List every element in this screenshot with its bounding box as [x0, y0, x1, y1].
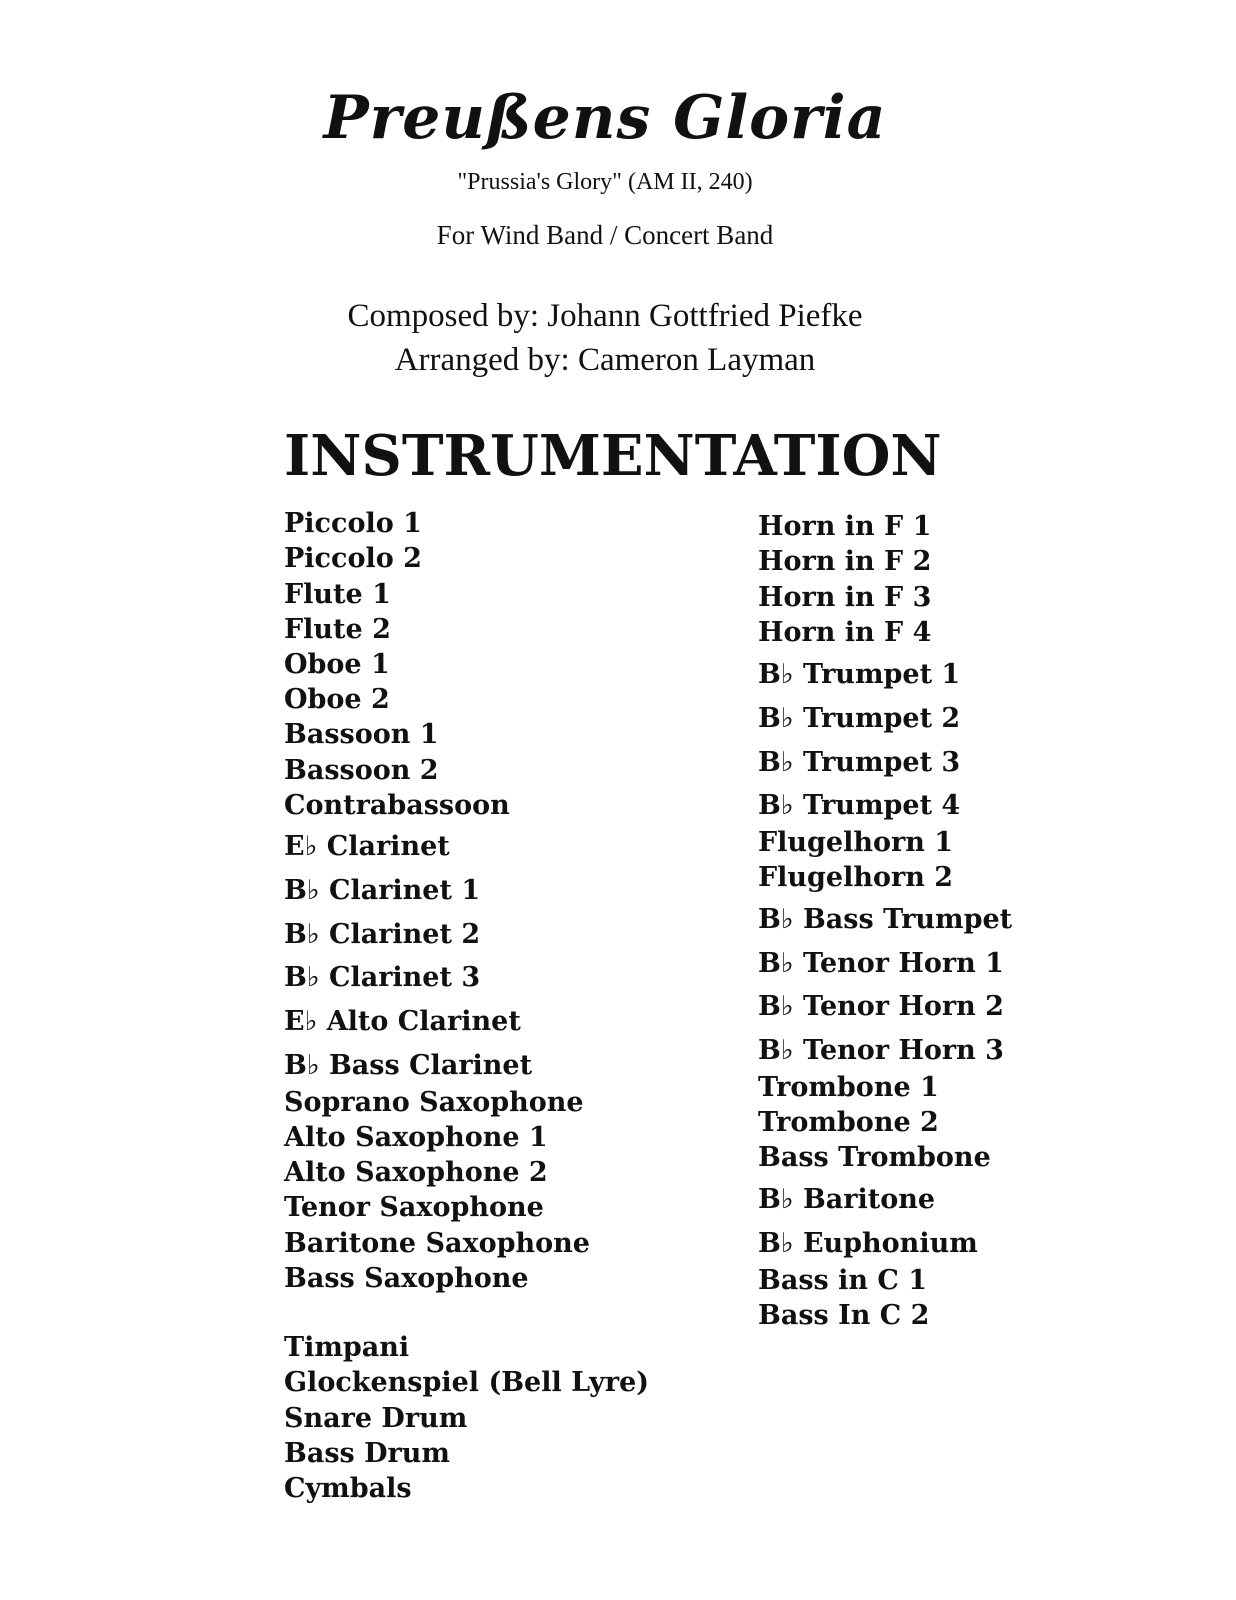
instrument-item: E♭ Clarinet — [284, 831, 450, 862]
instrument-item: Horn in F 4 — [758, 617, 932, 648]
instrument-item: Glockenspiel (Bell Lyre) — [284, 1367, 650, 1398]
instrument-item: Timpani — [284, 1332, 410, 1363]
piece-title: Preußens Gloria — [323, 83, 887, 153]
instrument-item: Horn in F 2 — [758, 546, 932, 577]
instrument-item: Bass Trombone — [758, 1142, 991, 1173]
instrument-item: B♭ Bass Clarinet — [284, 1050, 533, 1081]
instrument-item: B♭ Tenor Horn 1 — [758, 948, 1004, 979]
arranger-credit: Arranged by: Cameron Layman — [394, 342, 816, 378]
instrument-item: B♭ Tenor Horn 3 — [758, 1035, 1004, 1066]
instrument-item: B♭ Trumpet 4 — [758, 790, 961, 821]
instrument-item: B♭ Tenor Horn 2 — [758, 991, 1004, 1022]
instrument-item: B♭ Clarinet 2 — [284, 919, 481, 950]
instrument-item: B♭ Bass Trumpet — [758, 904, 1013, 935]
instrument-item: Oboe 2 — [284, 684, 390, 715]
instrument-item: Baritone Saxophone — [284, 1228, 590, 1259]
instrument-item: Bass In C 2 — [758, 1300, 930, 1331]
instrument-item: Flugelhorn 2 — [758, 862, 954, 893]
instrument-item: Contrabassoon — [284, 790, 510, 821]
instrument-item: Flute 2 — [284, 614, 391, 645]
instrument-item: Bassoon 1 — [284, 719, 439, 750]
instrument-item: B♭ Clarinet 1 — [284, 875, 481, 906]
instrument-item: Bassoon 2 — [284, 755, 439, 786]
instrument-item: Soprano Saxophone — [284, 1087, 584, 1118]
instrument-item: B♭ Trumpet 1 — [758, 659, 961, 690]
instrument-item: Bass Drum — [284, 1438, 450, 1469]
instrument-item: Bass in C 1 — [758, 1265, 928, 1296]
instrument-item: Oboe 1 — [284, 649, 390, 680]
instrumentation-heading: INSTRUMENTATION — [284, 423, 942, 489]
instrument-item: Alto Saxophone 1 — [284, 1122, 548, 1153]
piece-subtitle: "Prussia's Glory" (AM II, 240) — [457, 169, 753, 195]
instrument-item: B♭ Trumpet 3 — [758, 747, 961, 778]
instrument-item: B♭ Baritone — [758, 1184, 936, 1215]
instrument-item: B♭ Trumpet 2 — [758, 703, 961, 734]
instrument-item: Alto Saxophone 2 — [284, 1157, 548, 1188]
instrument-item: Horn in F 1 — [758, 511, 932, 542]
instrument-item: B♭ Clarinet 3 — [284, 962, 481, 993]
composer-credit: Composed by: Johann Gottfried Piefke — [347, 298, 863, 334]
ensemble-line: For Wind Band / Concert Band — [436, 220, 774, 250]
instrument-item: Flute 1 — [284, 579, 391, 610]
instrument-item: Cymbals — [284, 1473, 412, 1504]
instrument-item: E♭ Alto Clarinet — [284, 1006, 521, 1037]
instrument-item: Horn in F 3 — [758, 582, 932, 613]
instrument-item: Bass Saxophone — [284, 1263, 529, 1294]
instrument-item: Snare Drum — [284, 1403, 468, 1434]
instrument-item: Tenor Saxophone — [284, 1192, 544, 1223]
instrument-item: Trombone 1 — [758, 1072, 939, 1103]
instrument-item: Flugelhorn 1 — [758, 827, 954, 858]
instrument-item: Trombone 2 — [758, 1107, 939, 1138]
instrument-item: Piccolo 1 — [284, 508, 422, 539]
instrument-item: B♭ Euphonium — [758, 1228, 978, 1259]
instrument-item: Piccolo 2 — [284, 543, 422, 574]
